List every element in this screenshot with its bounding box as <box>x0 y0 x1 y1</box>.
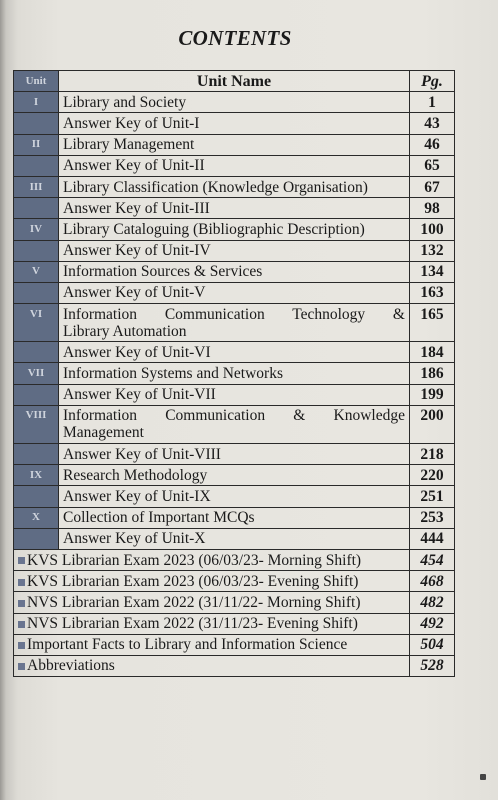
unit-name: Library Classification (Knowledge Organisation) <box>59 176 410 197</box>
table-row[interactable] <box>14 405 455 443</box>
page-number: 65 <box>410 155 455 176</box>
extra-name <box>14 655 410 676</box>
page-title: CONTENTS <box>178 26 292 50</box>
unit-name: Answer Key of Unit-IV <box>59 240 410 261</box>
table-row[interactable] <box>14 176 455 197</box>
unit-name: Library Cataloguing (Bibliographic Description) <box>59 219 410 240</box>
unit-name: Research Methodology <box>59 465 410 486</box>
unit-name: Answer Key of Unit-VI <box>59 342 410 363</box>
unit-number <box>14 282 59 303</box>
unit-name: Answer Key of Unit-I <box>59 113 410 134</box>
unit-number: II <box>14 134 59 155</box>
contents-table <box>13 70 455 677</box>
unit-name: Answer Key of Unit-II <box>59 155 410 176</box>
extra-label: KVS Librarian Exam 2023 (06/03/23- Evening Shift) <box>27 572 359 590</box>
unit-name: Answer Key of Unit-V <box>59 282 410 303</box>
extra-row[interactable] <box>14 613 455 634</box>
unit-number: VIII <box>14 405 59 443</box>
page-number: 220 <box>410 465 455 486</box>
unit-name: Answer Key of Unit-VIII <box>59 444 410 465</box>
extra-name <box>14 634 410 655</box>
page-number: 199 <box>410 384 455 405</box>
bullet-icon <box>18 600 25 607</box>
page-number: 67 <box>410 176 455 197</box>
unit-name: Information Systems and Networks <box>59 363 410 384</box>
table-row[interactable] <box>14 198 455 219</box>
unit-number: IX <box>14 465 59 486</box>
page-number: 444 <box>410 528 455 549</box>
table-row[interactable] <box>14 240 455 261</box>
bullet-icon <box>18 579 25 586</box>
unit-number <box>14 384 59 405</box>
extra-label: KVS Librarian Exam 2023 (06/03/23- Morning Shift) <box>27 551 362 569</box>
bullet-icon <box>18 557 25 564</box>
page-number: 163 <box>410 282 455 303</box>
unit-number <box>14 113 59 134</box>
page-number: 253 <box>410 507 455 528</box>
unit-name: Collection of Important MCQs <box>59 507 410 528</box>
extra-label: NVS Librarian Exam 2022 (31/11/22- Morning Shift) <box>27 593 361 611</box>
extra-row[interactable] <box>14 655 455 676</box>
unit-number <box>14 444 59 465</box>
table-row[interactable] <box>14 507 455 528</box>
extra-name <box>14 592 410 613</box>
unit-number: I <box>14 92 59 113</box>
unit-name: Information Sources & Services <box>59 261 410 282</box>
page-number: 43 <box>410 113 455 134</box>
unit-name <box>59 304 410 342</box>
table-header-row <box>14 71 455 92</box>
table-row[interactable] <box>14 363 455 384</box>
unit-name: Answer Key of Unit-III <box>59 198 410 219</box>
table-row[interactable] <box>14 92 455 113</box>
extra-row[interactable] <box>14 634 455 655</box>
unit-name-line-2: Management <box>63 424 144 442</box>
table-row[interactable] <box>14 113 455 134</box>
page-number: 528 <box>410 655 455 676</box>
page-number: 200 <box>410 405 455 443</box>
table-row[interactable] <box>14 528 455 549</box>
unit-number: V <box>14 261 59 282</box>
unit-name-line-1: Information Communication & Knowledge <box>63 407 405 425</box>
header-unit-name: Unit Name <box>59 71 410 92</box>
page-number: 132 <box>410 240 455 261</box>
page-number: 1 <box>410 92 455 113</box>
page-number: 482 <box>410 592 455 613</box>
bullet-icon <box>18 663 25 670</box>
unit-number: VI <box>14 304 59 342</box>
page-number: 504 <box>410 634 455 655</box>
unit-name: Library and Society <box>59 92 410 113</box>
table-row[interactable] <box>14 444 455 465</box>
unit-number: VII <box>14 363 59 384</box>
bullet-icon <box>18 621 25 628</box>
unit-number: III <box>14 176 59 197</box>
unit-number <box>14 155 59 176</box>
unit-number: X <box>14 507 59 528</box>
table-row[interactable] <box>14 219 455 240</box>
page-number: 134 <box>410 261 455 282</box>
page-number: 98 <box>410 198 455 219</box>
page-number: 251 <box>410 486 455 507</box>
corner-mark-icon <box>480 774 486 780</box>
table-row[interactable] <box>14 384 455 405</box>
table-row[interactable] <box>14 486 455 507</box>
page-number: 492 <box>410 613 455 634</box>
extra-row[interactable] <box>14 549 455 570</box>
page-number: 468 <box>410 571 455 592</box>
table-row[interactable] <box>14 155 455 176</box>
unit-name: Answer Key of Unit-VII <box>59 384 410 405</box>
table-row[interactable] <box>14 342 455 363</box>
extra-label: Important Facts to Library and Information Science <box>27 636 348 654</box>
page-number: 218 <box>410 444 455 465</box>
unit-number <box>14 486 59 507</box>
unit-name-line-2: Library Automation <box>63 322 187 340</box>
bullet-icon <box>18 642 25 649</box>
page-number: 184 <box>410 342 455 363</box>
unit-number <box>14 198 59 219</box>
unit-number <box>14 528 59 549</box>
extra-label: Abbreviations <box>27 657 115 675</box>
page-number: 186 <box>410 363 455 384</box>
header-page: Pg. <box>410 71 455 92</box>
table-row[interactable] <box>14 134 455 155</box>
unit-number <box>14 240 59 261</box>
extra-row[interactable] <box>14 592 455 613</box>
extra-name <box>14 613 410 634</box>
unit-name-line-1: Information Communication Technology & <box>63 305 405 323</box>
page-number: 454 <box>410 549 455 570</box>
table-row[interactable] <box>14 261 455 282</box>
header-unit: Unit <box>14 71 59 92</box>
page-number: 100 <box>410 219 455 240</box>
extra-row[interactable] <box>14 571 455 592</box>
unit-number <box>14 342 59 363</box>
page-number: 165 <box>410 304 455 342</box>
table-row[interactable] <box>14 304 455 342</box>
unit-name: Answer Key of Unit-X <box>59 528 410 549</box>
extra-label: NVS Librarian Exam 2022 (31/11/23- Evening Shift) <box>27 615 358 633</box>
extra-name <box>14 571 410 592</box>
unit-name: Library Management <box>59 134 410 155</box>
extra-name <box>14 549 410 570</box>
unit-number: IV <box>14 219 59 240</box>
page-number: 46 <box>410 134 455 155</box>
unit-name <box>59 405 410 443</box>
table-row[interactable] <box>14 465 455 486</box>
unit-name: Answer Key of Unit-IX <box>59 486 410 507</box>
table-row[interactable] <box>14 282 455 303</box>
